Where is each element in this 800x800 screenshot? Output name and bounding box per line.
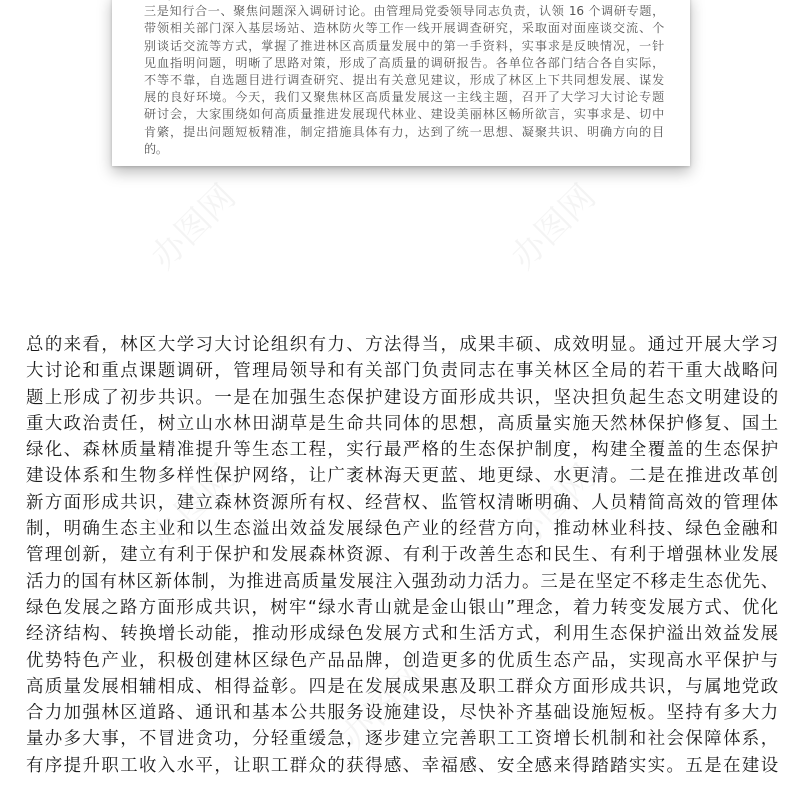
card-line: 展的良好环境。今天，我们又聚焦林区高质量发展这一主线主题，召开了大学习大讨论专题 [144,90,664,105]
card-line: 研讨会，大家围绕如何高质量推进发展现代林业、建设美丽林区畅所欲言，实事求是、切中 [144,107,664,122]
main-paragraph [26,332,778,779]
card-line: 不等不靠，自选题目进行调查研究、提出有关意见建议，形成了林区上下共同想发展、谋发 [144,72,664,87]
paragraph-line: 总的来看，林区大学习大讨论组织有力、方法得当，成果丰硕、成效明显。通过开展大学习 [26,335,778,355]
card-line: 肯綮，提出问题短板精准，制定措施具体有力，达到了统一思想、凝聚共识、明确方向的目 [144,124,664,139]
watermark: 办图网 [503,456,604,558]
paragraph-line: 有序提升职工收入水平，让职工群众的获得感、幸福感、安全感来得踏踏实实。五是在建设 [26,755,778,776]
paragraph-line: 大讨论和重点课题调研，管理局领导和有关部门负责同志在事关林区全局的若干重大战略问 [26,361,778,382]
watermark: 办图网 [503,176,604,278]
card-line: 带领相关部门深入基层场站、造林防火等工作一线开展调查研究，采取面对面座谈交流、个 [144,21,664,36]
document-preview-card [112,0,690,166]
card-line: 见血指明问题，明晰了思路对策，形成了高质量的调研报告。各单位各部门结合各自实际， [144,55,664,70]
card-line: 别谈话交流等方式，掌握了推进林区高质量发展中的第一手资料，实事求是反映情况，一针 [144,38,664,53]
paragraph-line: 量办多大事，不冒进贪功，分轻重缓急，逐步建立完善职工工资增长机制和社会保障体系， [26,729,778,750]
paragraph-line: 重大政治责任，树立山水林田湖草是生命共同体的思想，高质量实施天然林保护修复、国土 [26,413,778,434]
paragraph-line: 合力加强林区道路、通讯和基本公共服务设施建设，尽快补齐基础设施短板。坚持有多大力 [26,703,778,724]
watermark: 办图网 [143,176,244,278]
paragraph-line: 题上形成了初步共识。一是在加强生态保护建设方面形成共识，坚决担负起生态文明建设的 [26,387,778,408]
paragraph-line: 活力的国有林区新体制，为推进高质量发展注入强劲动力活力。三是在坚定不移走生态优先、 [26,571,778,592]
paragraph-line: 建设体系和生物多样性保护网络，让广袤林海天更蓝、地更绿、水更清。二是在推进改革创 [26,466,778,487]
card-line: 三是知行合一、聚焦问题深入调研讨论。由管理局党委领导同志负责，认领 16 个调研专题， [144,4,664,19]
paragraph-line: 高质量发展相辅相成、相得益彰。四是在发展成果惠及职工群众方面形成共识，与属地党政 [26,676,778,697]
paragraph-line: 绿化、森林质量精准提升等生态工程，实行最严格的生态保护制度，构建全覆盖的生态保护 [26,440,778,461]
card-line: 的。 [144,141,168,156]
watermark: 办图网 [333,656,434,758]
paragraph-line: 绿色发展之路方面形成共识，树牢“绿水青山就是金山银山”理念，着力转变发展方式、优化 [26,597,778,618]
paragraph-line: 优势特色产业，积极创建林区绿色产品品牌，创造更多的优质生态产品，实现高水平保护与 [26,650,778,671]
watermark: 办图网 [143,456,244,558]
paragraph-line: 管理创新，建立有利于保护和发展森林资源、有利于改善生态和民生、有利于增强林业发展 [26,545,778,566]
paragraph-line: 新方面形成共识，建立森林资源所有权、经营权、监管权清晰明确、人员精简高效的管理体 [26,492,778,513]
card-text [144,0,664,158]
paragraph-line: 经济结构、转换增长动能，推动形成绿色发展方式和生活方式，利用生态保护溢出效益发展 [26,624,778,645]
paragraph-line: 制，明确生态主业和以生态溢出效益发展绿色产业的经营方向，推动林业科技、绿色金融和 [26,519,778,540]
